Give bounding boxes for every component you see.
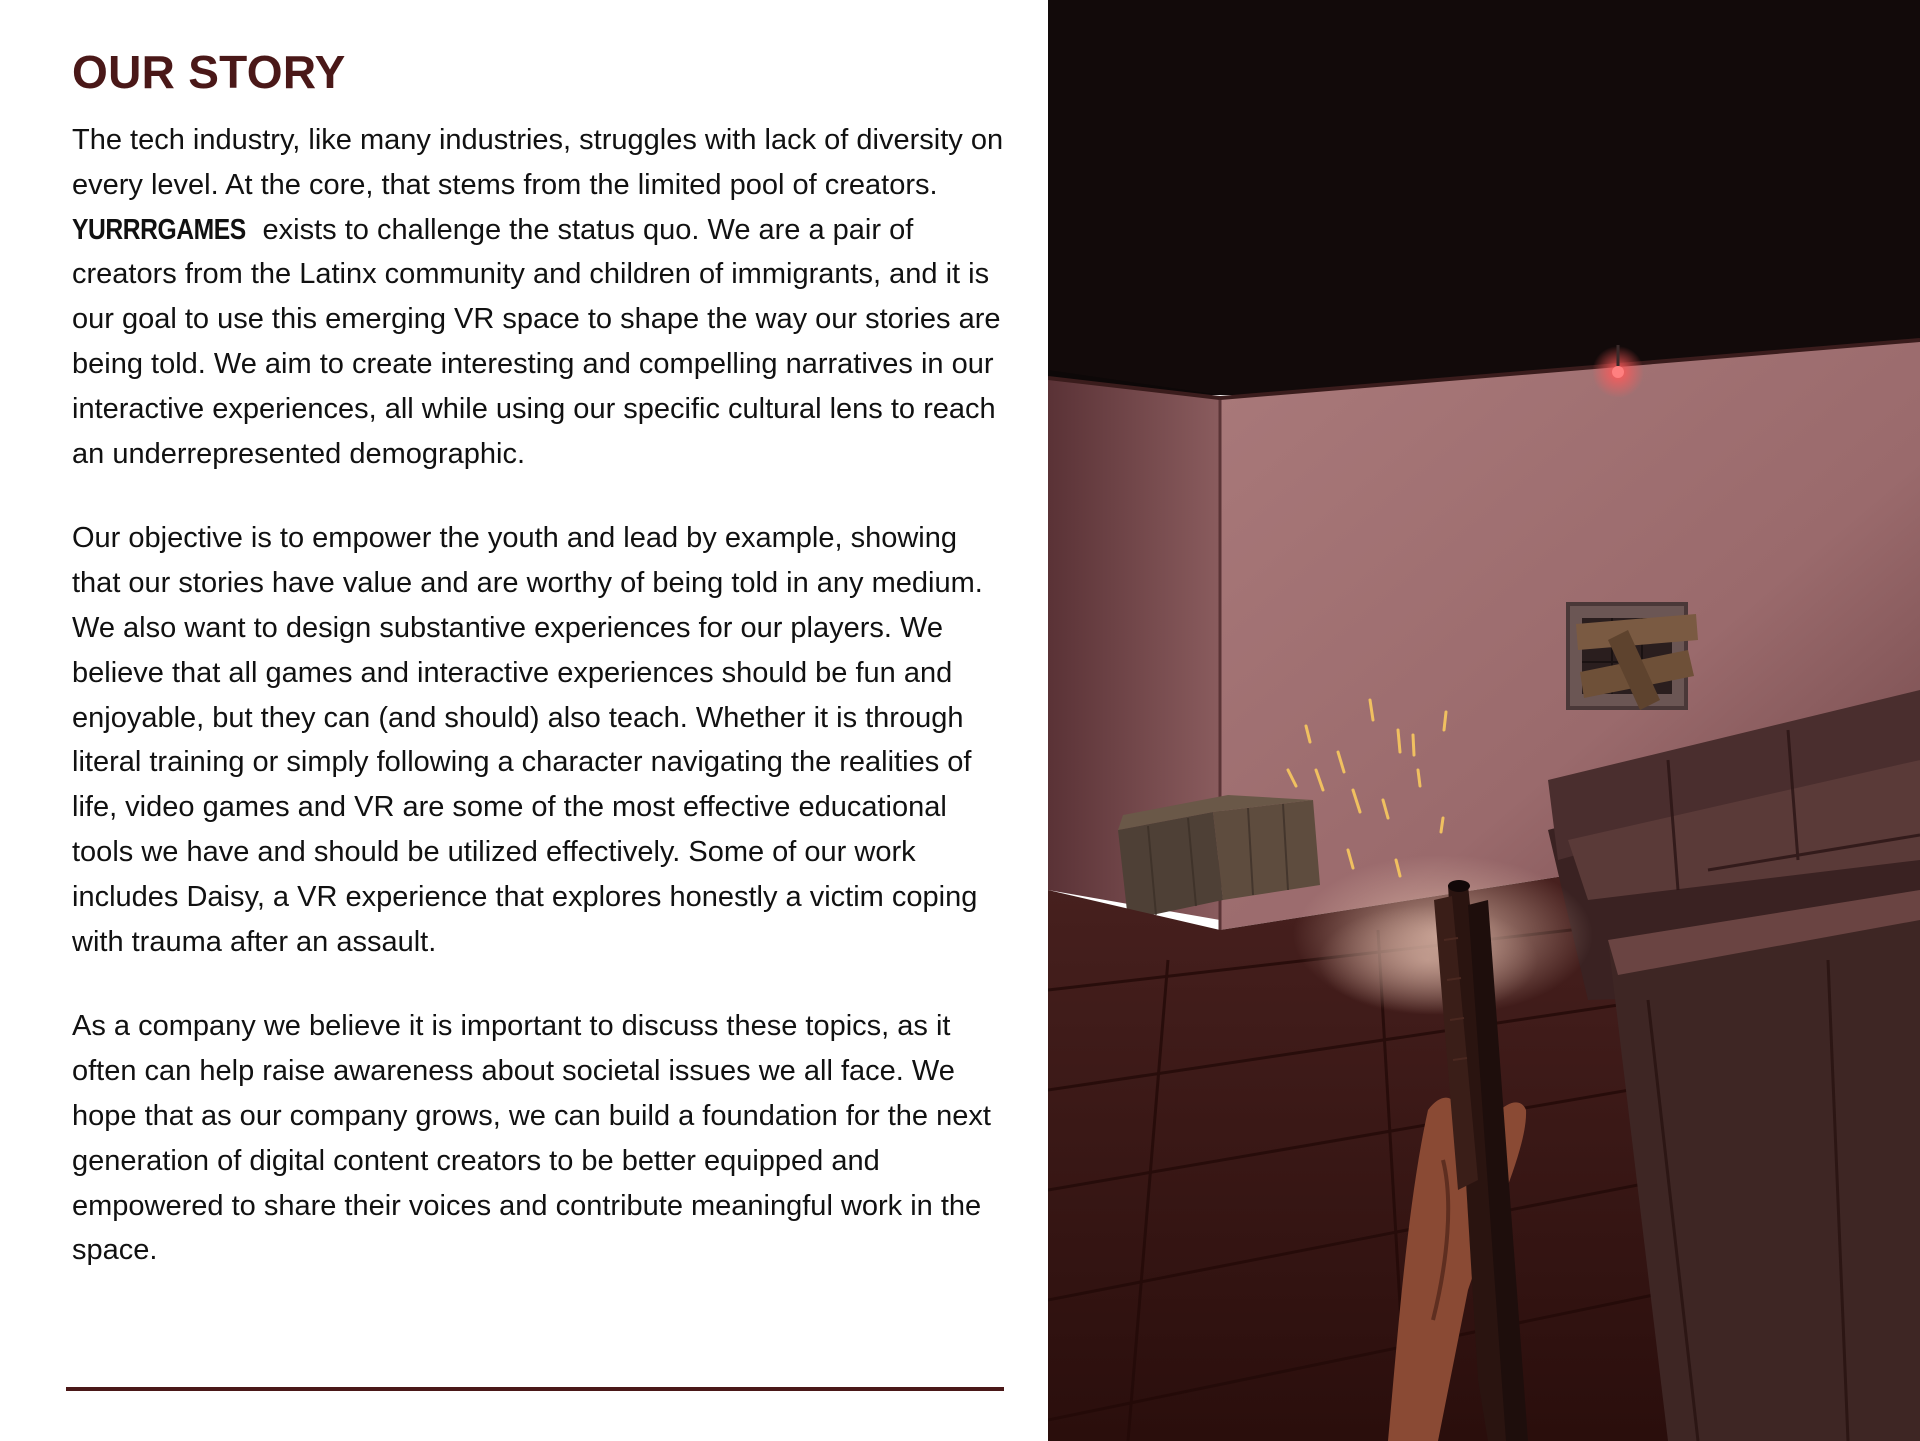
- story-paragraph-3: As a company we believe it is important to discuss these topics, as it often can help raise awareness about societal issues we all face. We hope that as our company grows, we can build a foundation for the next generation of digital content creators to be better equipped and empowered to share their voices and contribute meaningful work in the space.: [72, 1010, 991, 1267]
- section-divider: [66, 1387, 1004, 1391]
- brand-name: YURRRGAMES: [72, 213, 246, 246]
- story-paragraph-1: [72, 118, 1012, 476]
- paragraph-1-text-b: exists to challenge the status quo. We are a pair of creators from the Latinx community and children of immigrants, and it is our goal to use this emerging VR space to shape the way our stories are being told. We aim to create interesting and compelling narratives in our interactive experiences, all while using our specific cultural lens to reach an underrepresented demographic.: [72, 213, 1001, 470]
- story-paragraph-2: Our objective is to empower the youth and lead by example, showing that our stories have value and are worthy of being told in any medium. We also want to design substantive experiences for our players. We believe that all games and interactive experiences should be fun and enjoyable, but they can (and should) also teach. Whether it is through literal training or simply following a character navigating the realities of life, video games and VR are some of the most effective educational tools we have and should be utilized effectively. Some of our work includes Daisy, a VR experience that explores honestly a victim coping with trauma after an assault.: [72, 522, 983, 958]
- vr-game-screenshot-image: [1048, 0, 1920, 1441]
- story-column: [72, 44, 1012, 1313]
- page-title: OUR STORY: [72, 46, 346, 98]
- paragraph-1-text-a: The tech industry, like many industries, struggles with lack of diversity on every level. At the core, that stems from the limited pool of creators.: [72, 124, 1004, 201]
